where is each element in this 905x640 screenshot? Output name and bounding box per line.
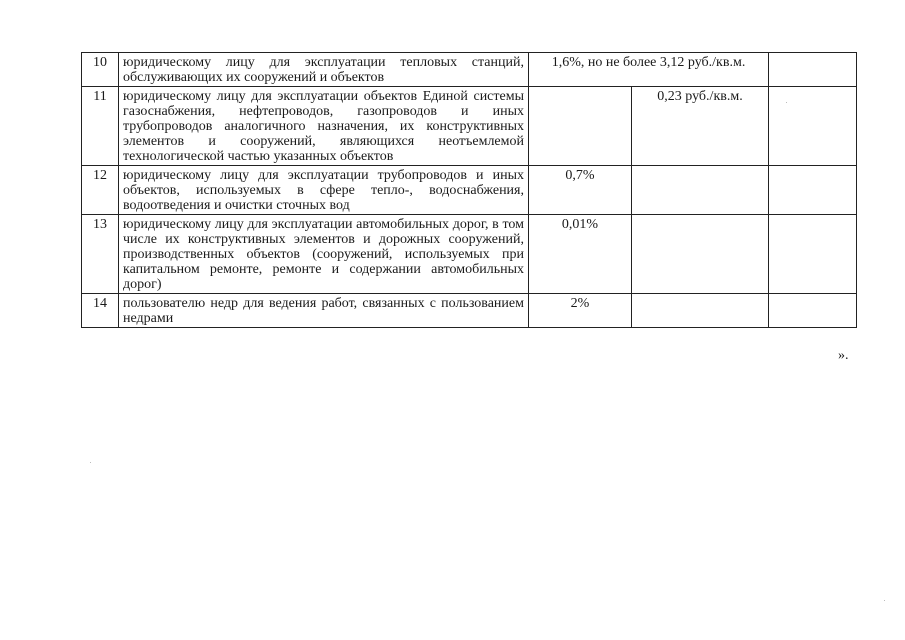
rate-cell: 0,23 руб./кв.м.	[632, 87, 769, 166]
rate-cell	[632, 215, 769, 294]
row-number: 12	[82, 166, 119, 215]
rates-table	[81, 52, 857, 328]
row-description: юридическому лицу для эксплуатации объектов Единой системы газоснабжения, нефтепроводов, газопроводов и иных трубопроводов аналогичного назначения, их конструктивных элементов и сооружений, являющихся неотъемлемой технологической частью указанных объектов	[119, 87, 529, 166]
row-number: 14	[82, 294, 119, 328]
rate-cell	[769, 87, 857, 166]
row-description: юридическому лицу для эксплуатации автомобильных дорог, в том числе их конструктивных элементов и дорожных сооружений, производственных объектов (сооружений, используемых при капитальном ремонте, ремонте и содержании автомобильных дорог)	[119, 215, 529, 294]
rate-cell	[632, 294, 769, 328]
row-number: 10	[82, 53, 119, 87]
table-row	[82, 87, 857, 166]
row-number: 11	[82, 87, 119, 166]
rate-cell: 0,7%	[529, 166, 632, 215]
table-row	[82, 166, 857, 215]
rate-cell	[632, 166, 769, 215]
row-number: 13	[82, 215, 119, 294]
rate-cell	[529, 87, 632, 166]
row-description: юридическому лицу для эксплуатации трубопроводов и иных объектов, используемых в сфере тепло-, водоснабжения, водоотведения и очистки сточных вод	[119, 166, 529, 215]
rate-merged-cell: 1,6%, но не более 3,12 руб./кв.м.	[529, 53, 769, 87]
row-description: юридическому лицу для эксплуатации тепловых станций, обслуживающих их сооружений и объектов	[119, 53, 529, 87]
table-row	[82, 53, 857, 87]
scan-speck	[90, 462, 91, 463]
table-row	[82, 294, 857, 328]
table-row	[82, 215, 857, 294]
closing-quote-mark: ».	[838, 348, 849, 363]
rate-cell	[769, 215, 857, 294]
rate-cell	[769, 53, 857, 87]
rate-cell: 0,01%	[529, 215, 632, 294]
scan-speck	[786, 102, 787, 103]
scan-speck	[884, 600, 885, 601]
rate-cell: 2%	[529, 294, 632, 328]
row-description: пользователю недр для ведения работ, связанных с пользованием недрами	[119, 294, 529, 328]
rate-cell	[769, 166, 857, 215]
rate-cell	[769, 294, 857, 328]
